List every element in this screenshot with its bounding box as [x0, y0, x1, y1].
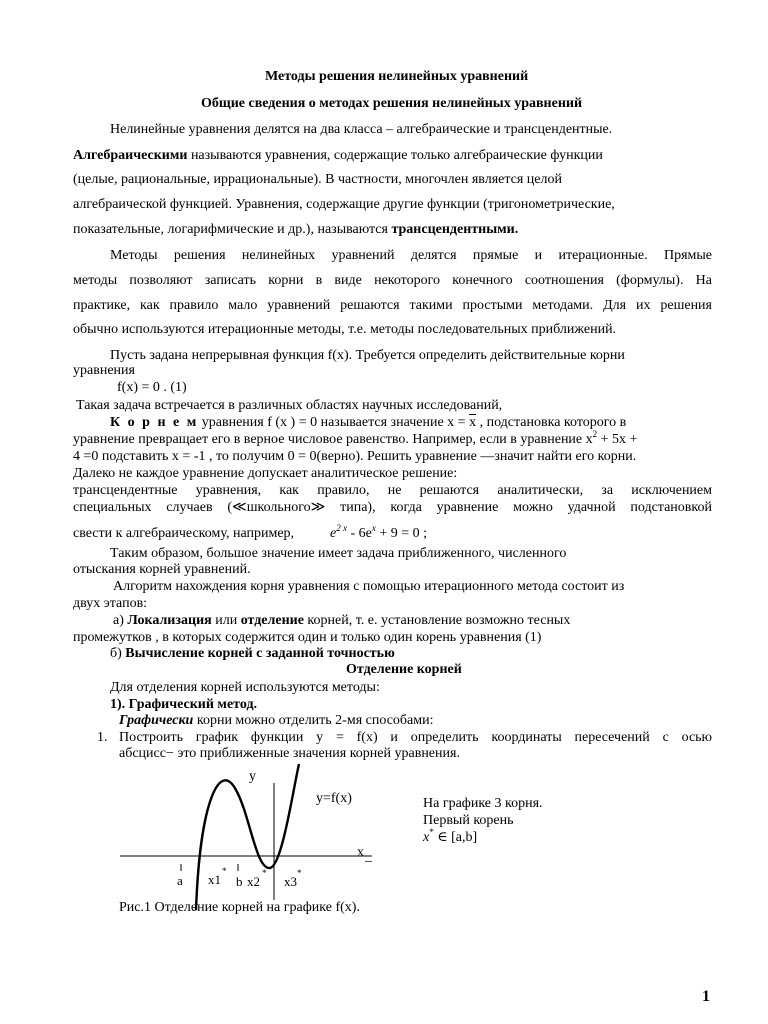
problem-line-11: Таким образом, большое значение имеет задача приближенного, численного	[110, 546, 567, 561]
x-axis-label: x	[357, 845, 364, 860]
intro-line-2-text: называются уравнения, содержащие только алгебраические функции	[187, 148, 603, 163]
stage-b	[110, 645, 395, 662]
x-bar: $\overline{x}$	[469, 415, 477, 430]
intro-line-4: алгебраической функцией. Уравнения, содержащие другие функции (тригонометрические,	[73, 197, 615, 212]
function-label: y=f(x)	[316, 791, 352, 806]
problem-line-6: 4 =0 подставить x = -1 , то получим 0 = 0(верно). Решить уравнение —значит найти его корни.	[73, 449, 637, 464]
exp-power-2: x	[371, 523, 376, 533]
term-separation: отделение	[240, 613, 304, 628]
figure-note-2: Первый корень	[423, 813, 514, 828]
figure-note-3	[423, 829, 477, 846]
interval: ∈ [a,b]	[433, 830, 478, 845]
root-definition-line	[110, 414, 626, 431]
graphical-line	[119, 712, 434, 729]
list-item-number: 1.	[97, 730, 108, 745]
stage-a-rest: корней, т. е. установление возможно тесных	[303, 613, 571, 628]
problem-line-5-text-a: уравнение превращает его в верное числовое равенство. Например, если в уравнение x	[73, 432, 593, 447]
label-x1: x1	[208, 872, 221, 887]
problem-line-7: Далеко не каждое уравнение допускает аналитическое решение:	[73, 466, 458, 481]
stage-a-line-2: промежутков , в которых содержится один и только один корень уравнения (1)	[73, 630, 542, 645]
root-x: x	[423, 830, 430, 845]
exp-end: + 9 = 0 ;	[375, 526, 428, 541]
root-star: *	[429, 827, 434, 837]
problem-line-2: уравнения	[73, 363, 135, 378]
stage-a-prefix: а)	[113, 613, 128, 628]
heading-separation: Отделение корней	[346, 662, 462, 677]
methods-line-1: Методы решения нелинейных уравнений делятся прямые и итерационные. Прямые	[110, 248, 712, 263]
term-root: К о р н е м	[110, 415, 199, 430]
figure-caption: Рис.1 Отделение корней на графике f(x).	[119, 900, 360, 915]
stage-a-mid: или	[211, 613, 241, 628]
exp-middle: - 6e	[346, 526, 372, 541]
term-transcendental: трансцендентными.	[391, 222, 519, 237]
equation-1: f(x) = 0 . (1)	[117, 380, 187, 395]
methods-line-3: практике, как правило мало уравнений решаются такими простыми методами. Для их решения	[73, 298, 712, 313]
algorithm-line-1: Алгоритм нахождения корня уравнения с помощью итерационного метода состоит из	[113, 579, 625, 594]
intro-line-5-text: показательные, логарифмические и др.), называются	[73, 222, 392, 237]
power-2: 2	[592, 429, 598, 439]
root-def-text-a: уравнения f (x ) = 0 называется значение x =	[198, 415, 470, 430]
exp-base: e	[330, 526, 337, 541]
method-graphical: 1). Графический метод.	[110, 697, 258, 712]
methods-line-4: обычно используются итерационные методы, т.е. методы последовательных приближений.	[73, 322, 617, 337]
intro-line-2	[73, 147, 603, 164]
function-curve	[196, 764, 299, 910]
problem-line-3: Такая задача встречается в различных областях научных исследований,	[76, 398, 503, 413]
intro-line-3: (целые, рациональные, иррациональные). В частности, многочлен является целой	[73, 172, 562, 187]
exp-power-1: 2 x	[336, 523, 347, 533]
problem-line-1: Пусть задана непрерывная функция f(x). Требуется определить действительные корни	[110, 348, 625, 363]
term-localization: Локализация	[127, 613, 212, 628]
star-x3: *	[297, 868, 302, 878]
problem-line-10: свести к алгебраическому, например,	[73, 526, 295, 541]
page-title: Методы решения нелинейных уравнений	[265, 69, 529, 84]
problem-line-9: специальных случаев (≪школьного≫ типа), когда уравнение можно удачной подстановкой	[73, 500, 712, 515]
problem-line-5-text-b: + 5x +	[597, 432, 638, 447]
x-axis-underscore: _	[365, 849, 372, 864]
term-graphically: Графически	[119, 713, 194, 728]
intro-line-1: Нелинейные уравнения делятся на два класса – алгебраические и трансцендентные.	[110, 122, 613, 137]
star-x2: *	[262, 868, 267, 878]
intro-line-5	[73, 221, 518, 238]
separation-line-1: Для отделения корней используются методы:	[110, 680, 380, 695]
star-x1: *	[222, 866, 227, 876]
list-item-line-2: абсцисс− это приближенные значения корней уравнения.	[119, 746, 460, 761]
methods-line-2: методы позволяют записать корни в виде некоторого конечного соотношения (формулы). На	[73, 273, 712, 288]
figure-note-1: На графике 3 корня.	[423, 796, 543, 811]
label-a: a	[177, 873, 183, 888]
label-b: b	[236, 874, 243, 889]
problem-line-12: отыскания корней уравнений.	[73, 562, 251, 577]
label-x3: x3	[284, 874, 297, 889]
term-computation: Вычисление корней с заданной точностью	[125, 646, 395, 661]
page-number: 1	[702, 988, 710, 1005]
section-subtitle: Общие сведения о методах решения нелинейных уравнений	[201, 96, 583, 111]
root-def-text-b: , подстановка которого в	[476, 415, 627, 430]
problem-line-8: трансцендентные уравнения, как правило, не решаются аналитически, за исключением	[73, 483, 712, 498]
stage-b-prefix: б)	[110, 646, 126, 661]
y-axis-label: y	[249, 769, 256, 784]
problem-line-5	[73, 431, 637, 448]
graphical-rest: корни можно отделить 2-мя способами:	[193, 713, 434, 728]
label-x2: x2	[247, 874, 260, 889]
term-algebraic: Алгебраическими	[73, 148, 188, 163]
stage-a	[113, 612, 570, 629]
algorithm-line-2: двух этапов:	[73, 596, 148, 611]
list-item-line-1: Построить график функции y = f(x) и определить координаты пересечений с осью	[119, 730, 712, 745]
example-equation	[330, 525, 427, 542]
